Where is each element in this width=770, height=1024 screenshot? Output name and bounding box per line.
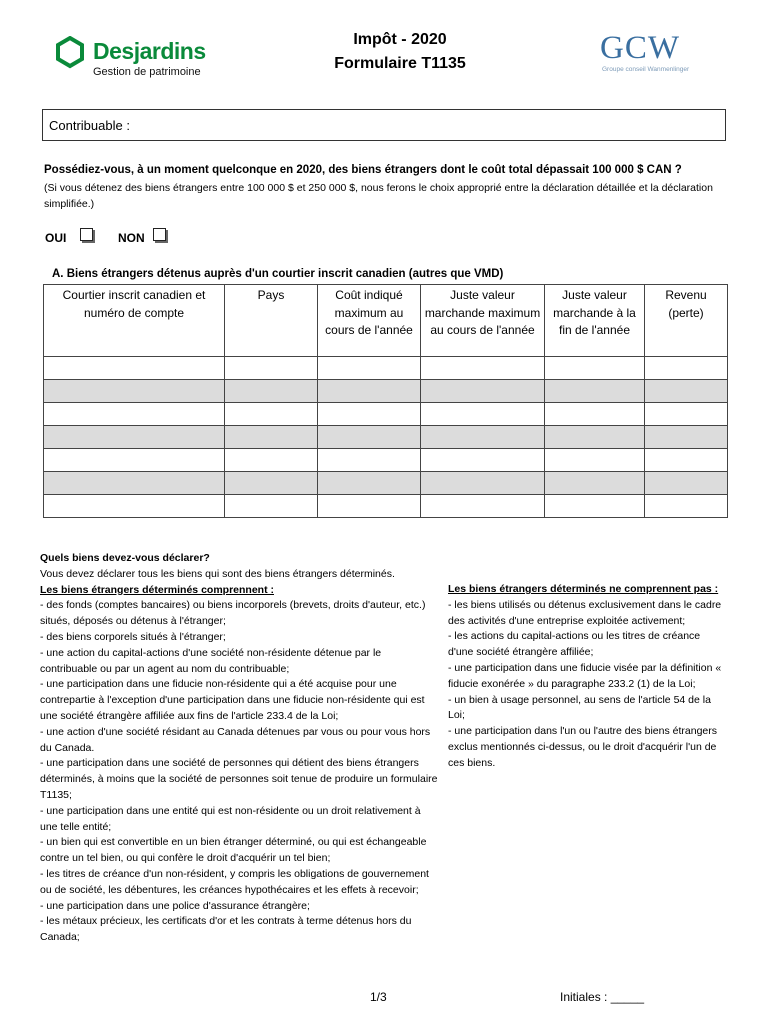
table-cell[interactable] (225, 426, 318, 449)
non-checkbox[interactable] (153, 228, 166, 241)
list-item: - les biens utilisés ou détenus exclusivement dans le cadre des activités d'une entreprise exploitée activement; (448, 598, 722, 627)
page-title (300, 28, 500, 76)
table-cell[interactable] (225, 495, 318, 518)
table-cell[interactable] (44, 495, 225, 518)
list-item: - une action du capital-actions d'une société non-résidente détenue par le contribuable ou par un agent au nom du contribuable; (40, 646, 382, 675)
option-non-label: NON (118, 231, 145, 245)
list-item: - un bien qui est convertible en un bien étranger déterminé, ou qui est échangeable contre un tel bien, ou qui confère le droit d'acquérir un tel bien; (40, 836, 427, 865)
list-item: - une participation dans une société de personnes qui détient des biens étrangers déterminés, à moins que la société de personnes soit tenue de produire un formulaire T1135; (40, 757, 438, 801)
col-header-cout: Coût indiqué maximum au cours de l'année (318, 285, 421, 357)
list-item: - une participation dans une fiducie visée par la définition « fiducie exonérée » du paragraphe 233.2 (1) de la Loi; (448, 661, 722, 690)
list-item: - une participation dans une police d'assurance étrangère; (40, 899, 310, 912)
table-cell[interactable] (545, 357, 645, 380)
list-item: - une participation dans l'un ou l'autre des biens étrangers exclus mentionnés ci-dessus, ou le droit d'acquérir l'un de ces biens. (448, 725, 718, 769)
declare-intro: Vous devez déclarer tous les biens qui sont des biens étrangers déterminés. (40, 567, 395, 580)
table-cell[interactable] (318, 403, 421, 426)
table-cell[interactable] (645, 472, 728, 495)
included-heading: Les biens étrangers déterminés comprennent : (40, 583, 274, 596)
table-cell[interactable] (645, 495, 728, 518)
table-cell[interactable] (421, 426, 545, 449)
table-cell[interactable] (44, 426, 225, 449)
initials-field[interactable]: Initiales : _____ (560, 990, 645, 1004)
col-header-jvm-fin: Juste valeur marchande à la fin de l'année (545, 285, 645, 357)
table-cell[interactable] (225, 357, 318, 380)
table-cell[interactable] (645, 380, 728, 403)
table-cell[interactable] (318, 426, 421, 449)
declare-heading: Quels biens devez-vous déclarer? (40, 552, 210, 564)
table-cell[interactable] (225, 449, 318, 472)
excluded-heading: Les biens étrangers déterminés ne comprennent pas : (448, 583, 719, 595)
table-cell[interactable] (645, 449, 728, 472)
table-cell[interactable] (545, 426, 645, 449)
table-cell[interactable] (318, 449, 421, 472)
table-cell[interactable] (645, 357, 728, 380)
option-oui-label: OUI (45, 231, 67, 245)
col-header-revenu: Revenu (perte) (645, 285, 728, 357)
table-cell[interactable] (545, 380, 645, 403)
table-cell[interactable] (645, 426, 728, 449)
contribuable-field[interactable] (42, 109, 726, 141)
table-row (44, 380, 728, 403)
list-item: - une participation dans une fiducie non-résidente qui a été acquise pour une contrepartie à l'exception d'une participation dans une fiducie non-résidente qui est une société étrangère affiliée aux fins de l'article 233.4 de la Loi; (40, 678, 425, 722)
excluded-assets-section (448, 582, 728, 772)
table-cell[interactable] (225, 403, 318, 426)
table-row (44, 495, 728, 518)
partner-subtitle: Groupe conseil Wanmenlinger (602, 66, 690, 73)
table-cell[interactable] (318, 472, 421, 495)
table-cell[interactable] (44, 357, 225, 380)
list-item: - les actions du capital-actions ou les titres de créance d'une société étrangère affiliée; (448, 630, 701, 659)
table-row (44, 449, 728, 472)
table-cell[interactable] (421, 403, 545, 426)
brand-subtitle: Gestion de patrimoine (93, 66, 201, 78)
table-cell[interactable] (421, 472, 545, 495)
table-cell[interactable] (225, 380, 318, 403)
table-cell[interactable] (645, 403, 728, 426)
partner-logo: GCW (600, 30, 680, 66)
table-cell[interactable] (545, 449, 645, 472)
list-item: - des biens corporels situés à l'étranger; (40, 630, 226, 643)
col-header-pays: Pays (225, 285, 318, 357)
table-header-row (44, 285, 728, 357)
table-cell[interactable] (545, 403, 645, 426)
title-line-2: Formulaire T1135 (334, 55, 466, 72)
table-cell[interactable] (225, 472, 318, 495)
page-number: 1/3 (370, 990, 387, 1004)
brand-name: Desjardins (93, 38, 206, 64)
question-note: (Si vous détenez des biens étrangers entre 100 000 $ et 250 000 $, nous ferons le choix approprié entre la déclaration détaillée et la déclaration simplifiée.) (44, 182, 713, 210)
table-row (44, 357, 728, 380)
oui-checkbox[interactable] (80, 228, 93, 241)
table-cell[interactable] (421, 449, 545, 472)
table-cell[interactable] (421, 380, 545, 403)
table-row (44, 403, 728, 426)
table-row (44, 472, 728, 495)
list-item: - un bien à usage personnel, au sens de l'article 54 de la Loi; (448, 693, 711, 722)
included-assets-section (40, 551, 440, 946)
table-cell[interactable] (44, 403, 225, 426)
col-header-courtier: Courtier inscrit canadien et numéro de compte (44, 285, 225, 357)
table-row (44, 426, 728, 449)
table-cell[interactable] (318, 357, 421, 380)
foreign-assets-question: Possédiez-vous, à un moment quelconque en 2020, des biens étrangers dont le coût total dépassait 100 000 $ CAN ? (44, 164, 682, 176)
contribuable-label: Contribuable : (49, 118, 130, 133)
title-line-1: Impôt - 2020 (353, 31, 447, 48)
foreign-assets-table (43, 284, 728, 518)
table-cell[interactable] (421, 495, 545, 518)
section-a-title: A. Biens étrangers détenus auprès d'un courtier inscrit canadien (autres que VMD) (52, 268, 504, 280)
list-item: - une action d'une société résidant au Canada détenues par vous ou pour vous hors du Canada. (40, 725, 431, 754)
col-header-jvm-max: Juste valeur marchande maximum au cours de l'année (421, 285, 545, 357)
table-cell[interactable] (318, 495, 421, 518)
table-cell[interactable] (318, 380, 421, 403)
list-item: - des fonds (comptes bancaires) ou biens incorporels (brevets, droits d'auteur, etc.) situés, déposés ou détenus à l'étranger; (40, 599, 426, 628)
table-cell[interactable] (545, 495, 645, 518)
table-cell[interactable] (44, 380, 225, 403)
list-item: - les titres de créance d'un non-résident, y compris les obligations de gouvernement ou de société, les débentures, les créances hypothécaires et les effets à recevoir; (40, 867, 429, 896)
table-cell[interactable] (545, 472, 645, 495)
list-item: - une participation dans une entité qui est non-résidente ou un droit relativement à une telle entité; (40, 804, 421, 833)
table-cell[interactable] (44, 472, 225, 495)
table-cell[interactable] (421, 357, 545, 380)
table-cell[interactable] (44, 449, 225, 472)
list-item: - les métaux précieux, les certificats d'or et les contrats à terme détenus hors du Canada; (40, 915, 412, 944)
